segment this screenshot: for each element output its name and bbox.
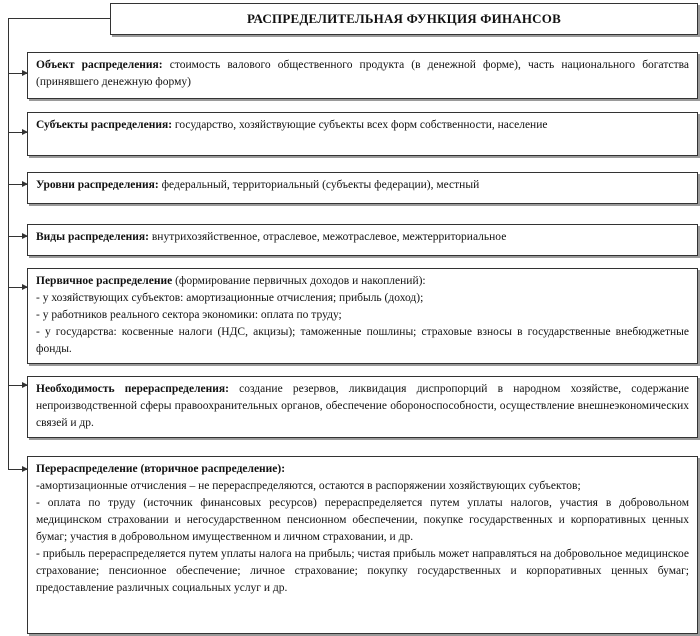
redistribution-line-1: -амортизационные отчисления – не перераспределяются, остаются в распоряжении хозяйствующих субъектов; [36,480,581,492]
diagram-title-text: РАСПРЕДЕЛИТЕЛЬНАЯ ФУНКЦИЯ ФИНАНСОВ [247,11,561,26]
box-redistribution [27,456,698,634]
connector-vertical-line [8,18,9,470]
text: федеральный, территориальный (субъекты федерации), местный [158,179,480,191]
redistribution-line-3: - прибыль перераспределяется путем уплаты налога на прибыль; чистая прибыль может направляться на добровольное медицинское страхование; пенсионное обеспечение; личное страхование; покупку государственных и корпоративных ценных бумаг; предоставление различных социальных услуг и др. [36,548,689,594]
arrow-to-primary [8,287,27,288]
box-distribution-types [27,224,698,256]
text: государство, хозяйствующие субъекты всех форм собственности, население [172,119,548,131]
primary-line-1: - у хозяйствующих субъектов: амортизационные отчисления; прибыль (доход); [36,292,424,304]
arrow-to-levels [8,184,27,185]
label: Необходимость перераспределения: [36,383,229,395]
text: стоимость валового общественного продукта (в денежной форме), часть национального богатства (принявшего денежную форму) [36,59,689,88]
label: Первичное распределение [36,275,173,287]
diagram-title [110,3,698,35]
text: создание резервов, ликвидация диспропорций в народном хозяйстве, содержание непроизводственной сферы правоохранительных органов, обеспечение обороноспособности, осуществление внешнеэкономических связей и др. [36,383,689,429]
arrow-to-necessity [8,385,27,386]
arrow-to-subjects [8,132,27,133]
label: Перераспределение (вторичное распределение): [36,463,286,475]
arrow-to-object [8,73,27,74]
text: внутрихозяйственное, отраслевое, межотраслевое, межтерриториальное [148,231,507,243]
primary-line-2: - у работников реального сектора экономики: оплата по труду; [36,309,342,321]
label: Субъекты распределения: [36,119,173,131]
box-redistribution-necessity [27,376,698,438]
connector-top-line [8,18,110,19]
text: (формирование первичных доходов и накоплений): [172,275,426,287]
arrow-to-types [8,236,27,237]
label: Виды распределения: [36,231,149,243]
box-primary-distribution [27,268,698,364]
label: Уровни распределения: [36,179,159,191]
box-distribution-object [27,52,698,99]
label: Объект распределения: [36,59,163,71]
box-distribution-subjects [27,112,698,156]
redistribution-line-2: - оплата по труду (источник финансовых ресурсов) перераспределяется путем уплаты налогов, участия в добровольном медицинском страховании и негосударственном пенсионном обеспечении, покупке государственных и корпоративных ценных бумаг; участия в добровольном имущественном и личном страховании, и др. [36,497,689,543]
arrow-to-redistribution [8,469,27,470]
primary-line-3: - у государства: косвенные налоги (НДС, акцизы); таможенные пошлины; страховые взносы в государственные внебюджетные фонды. [36,326,689,355]
box-distribution-levels [27,172,698,204]
